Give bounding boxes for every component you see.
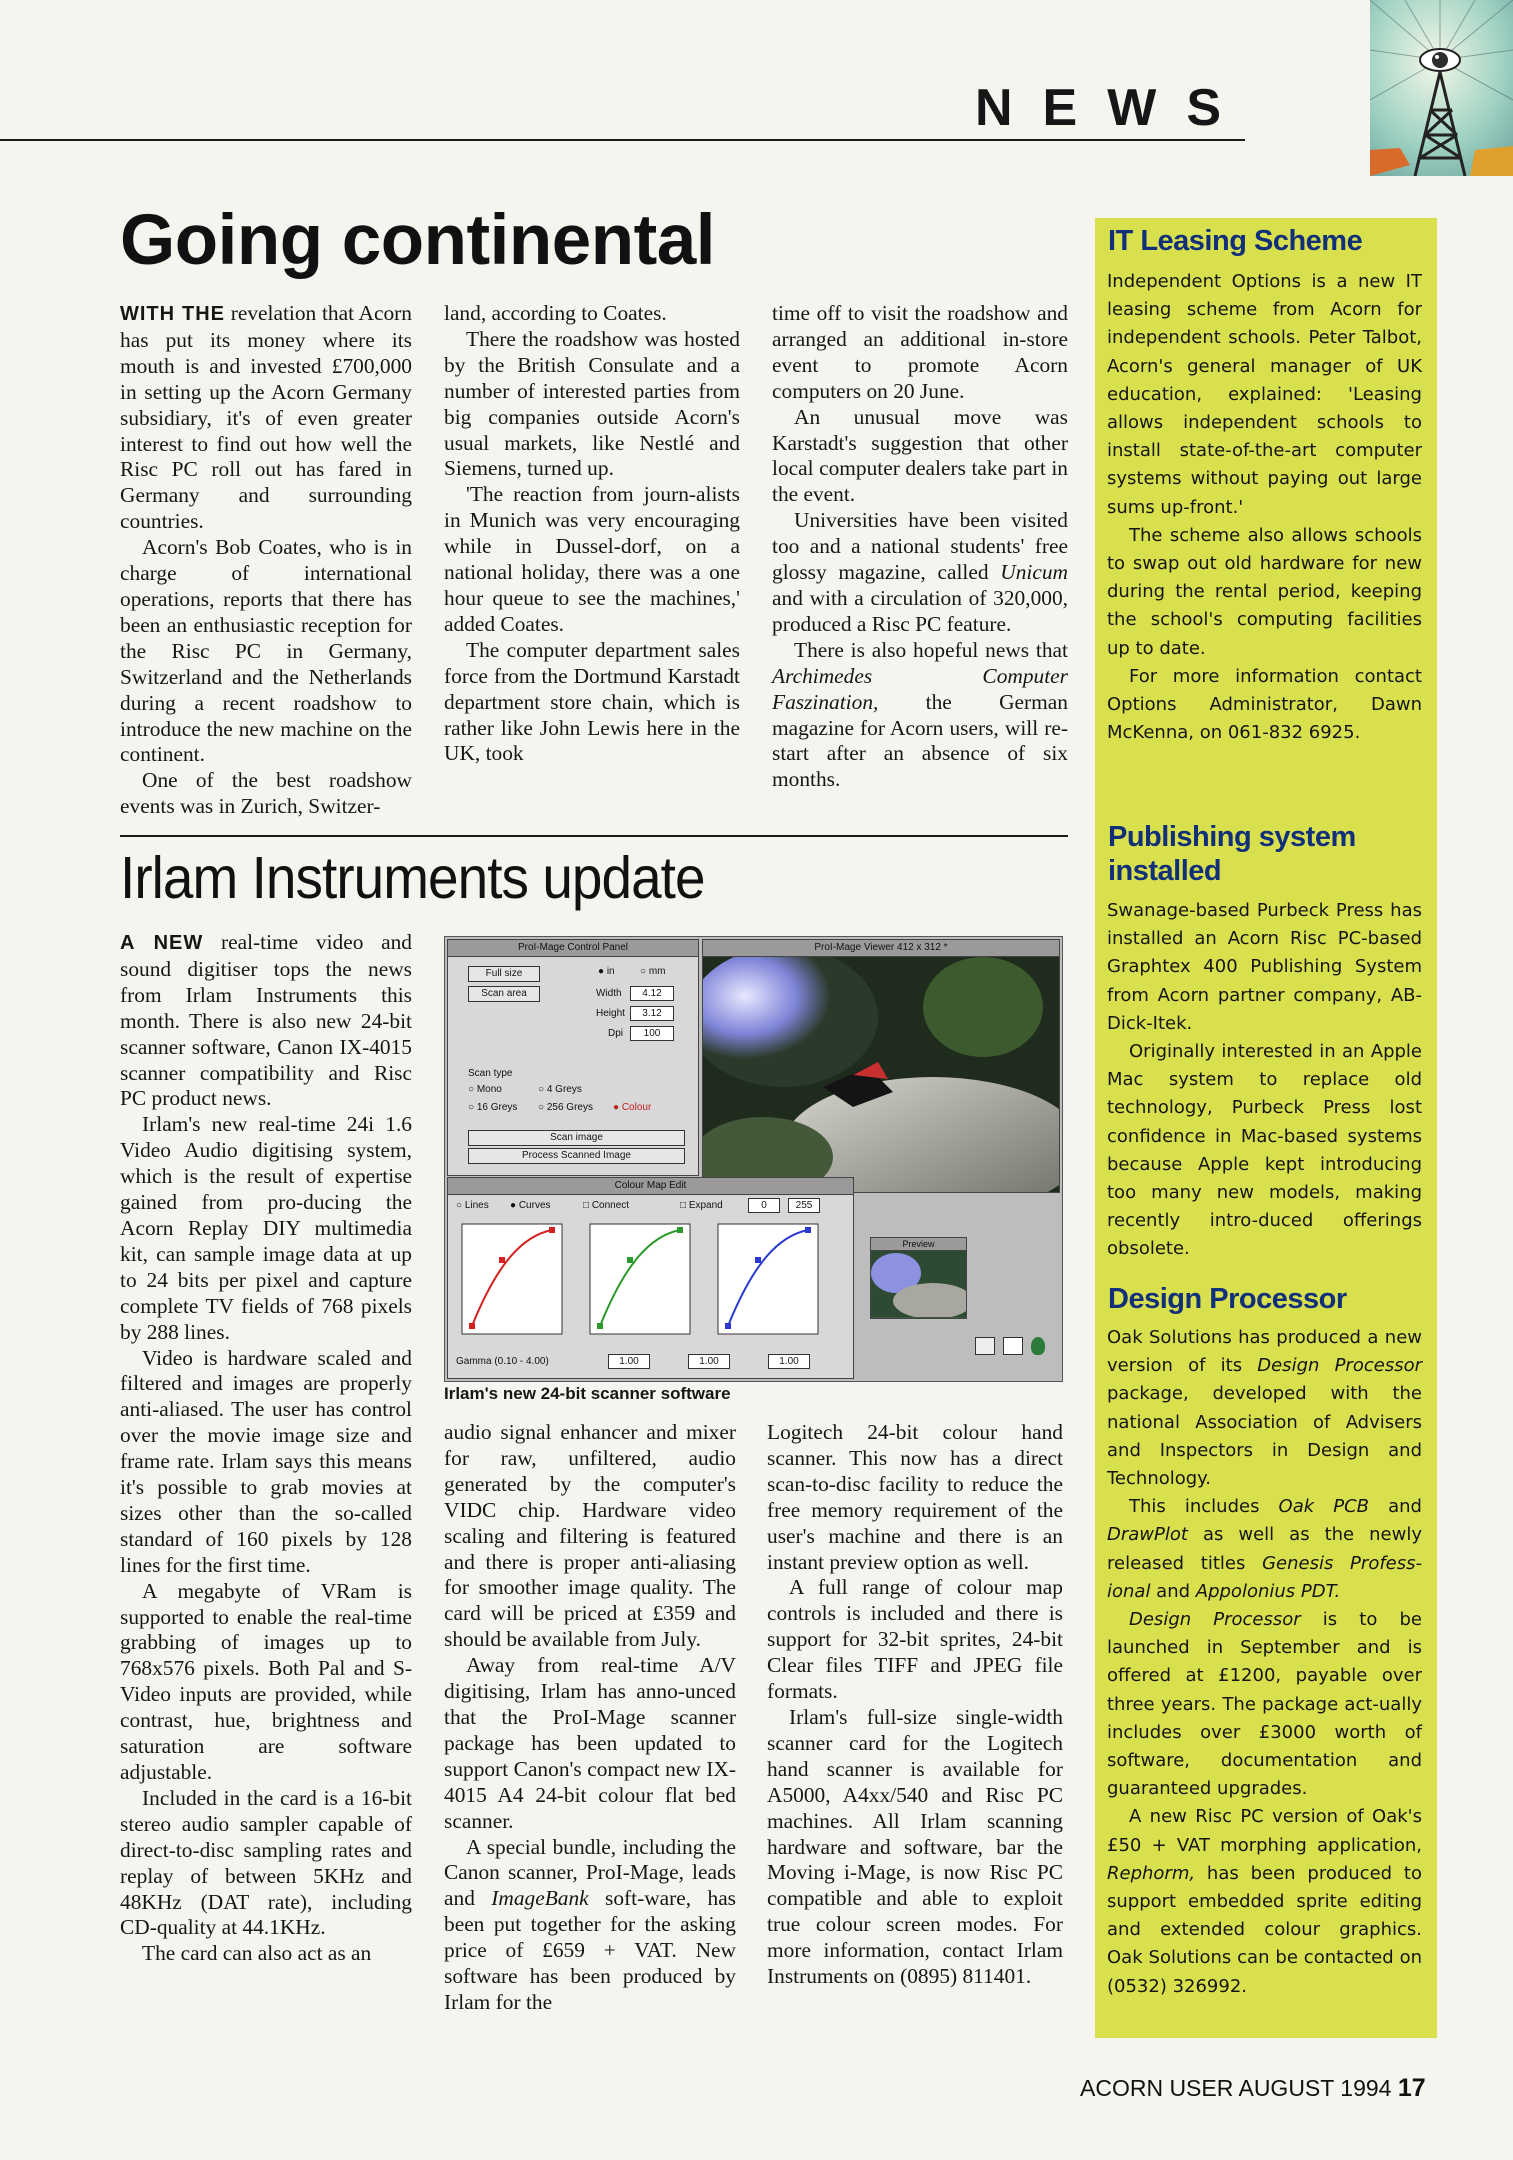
tool-icon[interactable] <box>975 1337 995 1355</box>
paragraph-text: package, developed with the national Association of Advisers and Inspectors in Design and Technology. <box>1107 1383 1422 1490</box>
lines-radio[interactable]: ○ Lines <box>456 1200 489 1211</box>
eye-tower-illustration <box>1370 0 1513 176</box>
icon-bar <box>975 1337 1045 1360</box>
radio-label: 16 Greys <box>476 1102 518 1113</box>
paragraph-text: A special bundle, including the Canon scanner, ProI-Mage, leads and <box>444 1834 736 1911</box>
checkbox-label: Connect <box>591 1200 630 1211</box>
height-label: Height <box>596 1008 625 1019</box>
paragraph-text: and <box>1150 1580 1196 1602</box>
article-column <box>120 930 412 1967</box>
unit-in-radio[interactable]: ● in <box>598 966 615 977</box>
paragraph-text: Oak Solutions has produced a new version of its <box>1107 1327 1422 1377</box>
article-paragraph: The card can also act as an <box>142 1941 372 1966</box>
article-paragraph <box>772 638 1068 793</box>
process-scanned-button[interactable]: Process Scanned Image <box>468 1148 685 1164</box>
gamma-green-field[interactable]: 1.00 <box>688 1354 730 1369</box>
dpi-field[interactable]: 100 <box>630 1026 674 1041</box>
monitor-icon[interactable] <box>1003 1337 1023 1355</box>
article-paragraph: Away from real-time A/V digitising, Irlam has anno-unced that the ProI-Mage scanner package has been updated to support Canon's compact new IX-4015 A4 24-bit colour flat bed scanner. <box>444 1653 736 1833</box>
article-paragraph <box>120 301 412 535</box>
curve-handle <box>549 1227 555 1233</box>
curve-box <box>590 1224 690 1334</box>
window-title: Preview <box>871 1238 966 1251</box>
page-number: 17 <box>1397 2074 1426 2102</box>
curve-handle <box>627 1257 633 1263</box>
lead-in: A NEW <box>120 932 204 954</box>
radio-label: Colour <box>621 1102 652 1113</box>
article-paragraph: Irlam's full-size single-width scanner card for the Logitech hand scanner is available for A5000, A4xx/540 and Risc PC machines. All Irlam scanning hardware and software, bar the Moving i-Mage, is now Risc PC compatible and able to exploit true colour screen modes. For more information, contact Irlam Instruments on (0895) 811401. <box>767 1704 1063 1989</box>
article-paragraph: An unusual move was Karstadt's suggestion that other local computer dealers take part in the event. <box>772 404 1068 507</box>
product-name: Appolonius PDT. <box>1195 1580 1341 1602</box>
curves-radio[interactable]: ● Curves <box>510 1200 551 1211</box>
gamma-blue-field[interactable]: 1.00 <box>768 1354 810 1369</box>
colour-radio[interactable]: ● Colour <box>613 1102 652 1113</box>
width-field[interactable]: 4.12 <box>630 986 674 1001</box>
article-paragraph: There the roadshow was hosted by the British Consulate and a number of interested parties from big companies outside Acorn's usual markets, like Nestlé and Siemens, turned up. <box>444 326 740 481</box>
dpi-label: Dpi <box>608 1028 624 1039</box>
sidebar-paragraph: Independent Options is a new IT leasing scheme from Acorn for independent schools. Peter Talbot, Acorn's general manager of UK education, explained: 'Leasing allows independent schools to install state-of-the-art computer systems without paying out large sums up-front.' <box>1107 271 1422 518</box>
sidebar-paragraph: The scheme also allows schools to swap out old hardware for new during the rental period, keeping the school's computing facilities up to date. <box>1107 524 1422 659</box>
product-name: Rephorm, <box>1107 1862 1196 1884</box>
article-paragraph: 'The reaction from journ-alists in Munich was very encouraging while in Dussel-dorf, on a national holiday, there was a one hour queue to see the machines,' added Coates. <box>444 482 740 636</box>
sidebar-heading: Design Processor <box>1108 1283 1347 1315</box>
window-title: Colour Map Edit <box>448 1178 853 1195</box>
paragraph-text: has been produced to support embedded sprite editing and extended colour graphics. Oak Solutions can be contacted on (0532) 326992. <box>1107 1862 1422 1997</box>
sidebar-paragraph <box>1107 1324 1422 1493</box>
article-paragraph: Irlam's new real-time 24i 1.6 Video Audio digitising system, which is the result of expertise gained from pro-ducing the Acorn Replay DIY multimedia kit, can sample image data at up to 24 bits per pixel and capture complete TV fields of 768 pixels by 288 lines. <box>120 1112 412 1344</box>
header-rule <box>0 139 1245 141</box>
connect-checkbox[interactable]: □ Connect <box>583 1200 630 1211</box>
curve-box <box>718 1224 818 1334</box>
article-column <box>120 301 412 820</box>
sidebar-text <box>1107 268 1422 747</box>
page-footer <box>1080 2074 1426 2103</box>
article-paragraph: time off to visit the roadshow and arranged an additional in-store event to promote Acorn computers on 20 June. <box>772 301 1068 403</box>
article-paragraph: Included in the card is a 16-bit stereo audio sampler capable of direct-to-disc sampling rates and replay of between 5KHz and 48KHz (DAT rate), including CD-quality at 44.1KHz. <box>120 1785 412 1940</box>
article-paragraph: Acorn's Bob Coates, who is in charge of international operations, reports that there has been an enthusiastic reception for the Risc PC in Germany, Switzerland and the Netherlands during a recent roadshow to introduce the new machine on the continent. <box>120 535 412 767</box>
sidebar-paragraph: For more information contact Options Administrator, Dawn McKenna, on 061-832 6925. <box>1107 665 1422 744</box>
paragraph-text: This includes <box>1129 1496 1279 1518</box>
article-paragraph: A megabyte of VRam is supported to enable the real-time grabbing of images up to 768x576 pixels. Both Pal and S-Video inputs are provided, while contrast, hue, brightness and saturation are software adjustable. <box>120 1578 412 1784</box>
article-column <box>444 301 740 767</box>
article-column <box>772 301 1068 793</box>
window-title: ProI-Mage Control Panel <box>448 940 698 957</box>
article-paragraph <box>772 508 1068 638</box>
paragraph-text: and with a circulation of 320,000, produced a Risc PC feature. <box>772 585 1068 636</box>
curve-handle <box>725 1323 731 1329</box>
greys256-radio[interactable]: ○ 256 Greys <box>538 1102 593 1113</box>
curve-handle <box>755 1257 761 1263</box>
viewer-image <box>703 957 1059 1192</box>
product-name: DrawPlot <box>1107 1524 1188 1546</box>
article-paragraph: A full range of colour map controls is included and there is support for 32-bit sprites, 24-bit Clear files TIFF and JPEG file formats. <box>767 1575 1063 1704</box>
control-panel-window <box>447 939 699 1176</box>
height-field[interactable]: 3.12 <box>630 1006 674 1021</box>
radio-label: Curves <box>518 1200 551 1211</box>
sixteen-greys-radio[interactable]: ○ 16 Greys <box>468 1102 518 1113</box>
sidebar-heading: IT Leasing Scheme <box>1108 225 1363 257</box>
scanner-software-screenshot <box>444 936 1063 1382</box>
curve-handle <box>805 1227 811 1233</box>
curve-handle <box>499 1257 505 1263</box>
product-name: Design Processor <box>1129 1609 1301 1631</box>
magazine-title: Archimedes Computer Faszination, <box>772 663 1068 714</box>
radio-label: Mono <box>476 1084 502 1095</box>
range-min-field[interactable]: 0 <box>748 1198 780 1213</box>
curve-handle <box>469 1323 475 1329</box>
article-paragraph: Video is hardware scaled and filtered and images are properly anti-aliased. The user has control over the movie image size and frame rate. Irlam says this means it's possible to grab movies at sizes other than the so-called standard of 160 pixels by 128 lines for the first time. <box>120 1345 412 1577</box>
section-label: NEWS <box>975 79 1251 137</box>
viewer-window <box>702 939 1060 1193</box>
paragraph-text: as well as the newly released titles <box>1107 1524 1422 1574</box>
product-name: Genesis Profess-ional <box>1107 1552 1422 1602</box>
paragraph-text: the German magazine for Acorn users, will re-start after an absence of six months. <box>772 689 1068 792</box>
radio-label: mm <box>648 966 666 977</box>
radio-label: in <box>606 966 615 977</box>
expand-checkbox[interactable]: □ Expand <box>680 1200 723 1211</box>
section-divider <box>120 835 1068 837</box>
radio-label: Lines <box>464 1200 489 1211</box>
curve-box <box>462 1224 562 1334</box>
paragraph-text: revelation that Acorn has put its money where its mouth is and invested £700,000 in setting up the Acorn Germany subsidiary, it's of even greater interest to find out how well the Risc PC roll out has fared in Germany and surrounding countries. <box>120 301 412 534</box>
gamma-label: Gamma (0.10 - 4.00) <box>456 1356 549 1367</box>
lead-in: WITH THE <box>120 303 226 325</box>
paragraph-text: A new Risc PC version of Oak's £50 + VAT morphing application, <box>1107 1806 1422 1856</box>
magazine-title: Unicum <box>1000 560 1068 585</box>
figure-caption: Irlam's new 24-bit scanner software <box>444 1384 731 1403</box>
sidebar-paragraph: Originally interested in an Apple Mac system to replace old technology, Purbeck Press lost confidence in Mac-based systems because Apple kept introducing too many new models, making recently intro-duced offerings obsolete. <box>1107 1041 1422 1260</box>
full-size-button[interactable]: Full size <box>468 966 540 982</box>
sidebar-text <box>1107 897 1422 1264</box>
window-title: ProI-Mage Viewer 412 x 312 * <box>703 940 1059 957</box>
product-name: Design Processor <box>1257 1355 1422 1377</box>
article-paragraph: land, according to Coates. <box>444 301 667 325</box>
paragraph-text: and <box>1369 1496 1422 1518</box>
curve-handle <box>677 1227 683 1233</box>
range-max-field[interactable]: 255 <box>788 1198 820 1213</box>
preview-image <box>871 1251 966 1317</box>
mono-radio[interactable]: ○ Mono <box>468 1084 502 1095</box>
article-paragraph: One of the best roadshow events was in Zurich, Switzer- <box>120 768 412 819</box>
paragraph-text: real-time video and sound digitiser tops the news from Irlam Instruments this month. There is also new 24-bit scanner software, Canon IX-4015 scanner compatibility and Risc PC product news. <box>120 930 412 1111</box>
paragraph-text: soft-ware, has been put together for the asking price of £659 + VAT. New software has been produced by Irlam for the <box>444 1886 737 2014</box>
product-name: Oak PCB <box>1278 1496 1370 1518</box>
leaf-icon[interactable] <box>1031 1337 1045 1355</box>
colour-curves-panel <box>454 1220 846 1345</box>
article-paragraph: The computer department sales force from the Dortmund Karstadt department store chain, which is rather like John Lewis here in the UK, took <box>444 637 740 766</box>
paragraph-text: There is also hopeful news that <box>794 637 1068 662</box>
article-column <box>767 1420 1063 1990</box>
gamma-red-field[interactable]: 1.00 <box>608 1354 650 1369</box>
scan-type-label: Scan type <box>468 1068 513 1079</box>
sidebar-paragraph: Swanage-based Purbeck Press has installed an Acorn Risc PC-based Graphtex 400 Publishing System from Acorn partner company, AB-Dick-Itek. <box>1107 900 1422 1034</box>
sidebar-heading: Publishing system installed <box>1108 821 1356 887</box>
paragraph-text: is to be launched in September and is offered at £1200, payable over three years. The package act-ually includes over £3000 worth of software, documentation and guaranteed upgrades. <box>1107 1609 1422 1800</box>
radio-label: 256 Greys <box>546 1102 593 1113</box>
article-paragraph <box>120 930 412 1112</box>
sidebar-paragraph <box>1107 1493 1422 1606</box>
article-paragraph <box>444 1835 736 2016</box>
unit-mm-radio[interactable]: ○ mm <box>640 966 666 977</box>
preview-window <box>870 1237 967 1319</box>
radio-label: 4 Greys <box>546 1084 582 1095</box>
product-name: ImageBank <box>491 1886 589 1911</box>
article-headline: Going continental <box>120 201 715 280</box>
sidebar-text <box>1107 1324 1422 2001</box>
colour-map-window <box>447 1177 854 1379</box>
paragraph-text: Universities have been visited too and a national students' free glossy magazine, called <box>772 508 1068 585</box>
scan-image-button[interactable]: Scan image <box>468 1130 685 1146</box>
article-column <box>444 1420 736 2016</box>
scan-area-button[interactable]: Scan area <box>468 986 540 1002</box>
article-paragraph: Logitech 24-bit colour hand scanner. This now has a direct scan-to-disc facility to reduce the free memory requirement of the user's machine and there is an instant preview option as well. <box>767 1420 1063 1574</box>
curve-handle <box>597 1323 603 1329</box>
sidebar-paragraph <box>1107 1606 1422 1803</box>
footer-text: ACORN USER AUGUST 1994 <box>1080 2075 1392 2101</box>
article-headline: Irlam Instruments update <box>120 845 705 911</box>
width-label: Width <box>596 988 622 999</box>
article-paragraph: audio signal enhancer and mixer for raw, unfiltered, audio generated by the computer's VIDC chip. Hardware video scaling and filtering is featured and there is proper anti-aliasing for smoother image quality. The card will be priced at £359 and should be available from July. <box>444 1420 736 1652</box>
four-greys-radio[interactable]: ○ 4 Greys <box>538 1084 582 1095</box>
checkbox-label: Expand <box>688 1200 723 1211</box>
sidebar-paragraph <box>1107 1803 1422 2000</box>
